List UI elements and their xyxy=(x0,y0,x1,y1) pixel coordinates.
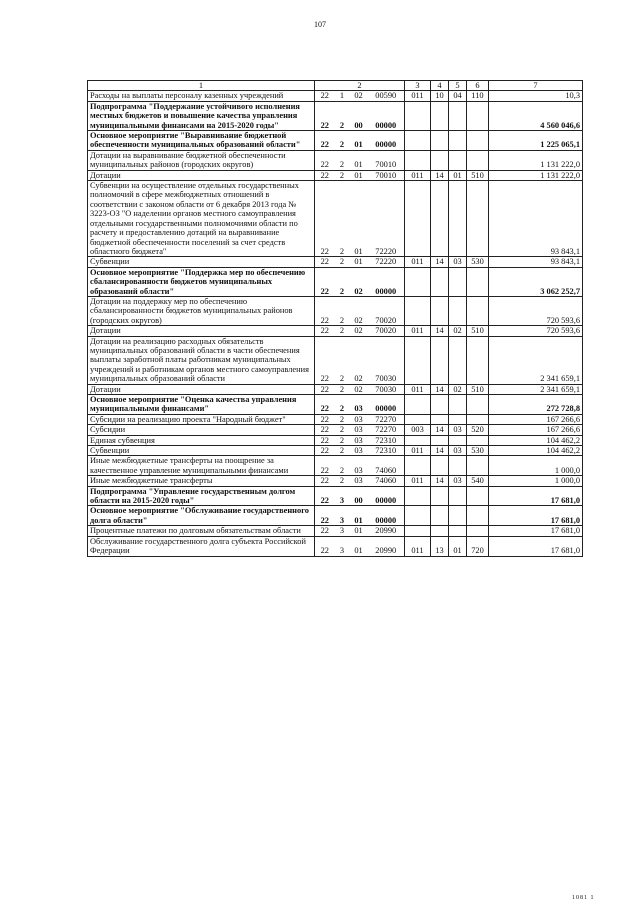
col-4-cell: 14 xyxy=(431,384,449,394)
budget-table xyxy=(87,80,583,557)
amount-cell: 1 000,0 xyxy=(489,456,583,476)
code-part-2-cell: 2 xyxy=(335,170,350,180)
table-row xyxy=(88,150,583,170)
header-col-2: 2 xyxy=(315,81,405,91)
col-6-cell xyxy=(467,395,489,415)
row-name-cell: Дотации на реализацию расходных обязательств муниципальных образований области в части обеспечения выплаты заработной платы работникам муниципальных учреждений и работникам органов местного самоуправления муниципальных образований области xyxy=(88,336,315,384)
code-part-1-cell: 22 xyxy=(315,131,335,151)
code-part-1-cell: 22 xyxy=(315,456,335,476)
code-part-2-cell: 2 xyxy=(335,435,350,445)
col-4-cell: 14 xyxy=(431,476,449,486)
col-5-cell xyxy=(449,395,467,415)
col-3-cell xyxy=(405,414,431,424)
col-3-cell xyxy=(405,456,431,476)
row-name-cell: Расходы на выплаты персоналу казенных учреждений xyxy=(88,91,315,101)
col-5-cell xyxy=(449,456,467,476)
code-part-4-cell: 00000 xyxy=(368,395,405,415)
col-6-cell xyxy=(467,267,489,296)
col-5-cell xyxy=(449,101,467,130)
amount-cell: 1 000,0 xyxy=(489,476,583,486)
footer-mark: 1081 1 xyxy=(572,895,595,901)
table-row xyxy=(88,296,583,325)
table-row xyxy=(88,326,583,336)
col-5-cell xyxy=(449,506,467,526)
code-part-4-cell: 00590 xyxy=(368,91,405,101)
row-name-cell: Подпрограмма "Поддержание устойчивого исполнения местных бюджетов и повышение качества управления муниципальными финансами на 2015-2020 годы" xyxy=(88,101,315,130)
row-name-cell: Единая субвенция xyxy=(88,435,315,445)
col-6-cell xyxy=(467,296,489,325)
amount-cell: 104 462,2 xyxy=(489,435,583,445)
code-part-3-cell: 01 xyxy=(350,181,368,257)
col-4-cell: 14 xyxy=(431,326,449,336)
col-6-cell: 510 xyxy=(467,170,489,180)
code-part-4-cell: 70010 xyxy=(368,150,405,170)
code-part-4-cell: 20990 xyxy=(368,536,405,556)
col-6-cell xyxy=(467,336,489,384)
code-part-3-cell: 01 xyxy=(350,526,368,536)
code-part-1-cell: 22 xyxy=(315,526,335,536)
col-5-cell: 03 xyxy=(449,257,467,267)
code-part-2-cell: 2 xyxy=(335,257,350,267)
amount-cell: 1 225 065,1 xyxy=(489,131,583,151)
code-part-4-cell: 72220 xyxy=(368,181,405,257)
code-part-2-cell: 2 xyxy=(335,476,350,486)
code-part-4-cell: 72270 xyxy=(368,414,405,424)
col-6-cell: 520 xyxy=(467,425,489,435)
code-part-4-cell: 72310 xyxy=(368,435,405,445)
code-part-2-cell: 2 xyxy=(335,150,350,170)
col-5-cell xyxy=(449,131,467,151)
col-3-cell xyxy=(405,336,431,384)
col-5-cell: 04 xyxy=(449,91,467,101)
row-name-cell: Субвенции xyxy=(88,446,315,456)
col-6-cell: 510 xyxy=(467,384,489,394)
code-part-3-cell: 00 xyxy=(350,101,368,130)
col-5-cell: 03 xyxy=(449,446,467,456)
col-3-cell: 011 xyxy=(405,257,431,267)
amount-cell: 720 593,6 xyxy=(489,326,583,336)
table-row xyxy=(88,91,583,101)
amount-cell: 2 341 659,1 xyxy=(489,384,583,394)
code-part-3-cell: 01 xyxy=(350,536,368,556)
col-3-cell xyxy=(405,486,431,506)
col-6-cell xyxy=(467,101,489,130)
col-3-cell xyxy=(405,267,431,296)
table-row xyxy=(88,257,583,267)
header-col-6: 6 xyxy=(467,81,489,91)
header-col-4: 4 xyxy=(431,81,449,91)
table-row xyxy=(88,486,583,506)
code-part-4-cell: 70020 xyxy=(368,326,405,336)
code-part-3-cell: 03 xyxy=(350,476,368,486)
code-part-3-cell: 02 xyxy=(350,336,368,384)
code-part-3-cell: 01 xyxy=(350,170,368,180)
row-name-cell: Дотации xyxy=(88,384,315,394)
code-part-3-cell: 03 xyxy=(350,425,368,435)
col-3-cell: 011 xyxy=(405,446,431,456)
col-5-cell xyxy=(449,414,467,424)
amount-cell: 3 062 252,7 xyxy=(489,267,583,296)
col-6-cell xyxy=(467,526,489,536)
col-5-cell: 02 xyxy=(449,326,467,336)
code-part-4-cell: 00000 xyxy=(368,131,405,151)
row-name-cell: Иные межбюджетные трансферты xyxy=(88,476,315,486)
code-part-4-cell: 70020 xyxy=(368,296,405,325)
table-row xyxy=(88,384,583,394)
col-6-cell: 530 xyxy=(467,446,489,456)
header-col-3: 3 xyxy=(405,81,431,91)
code-part-2-cell: 2 xyxy=(335,326,350,336)
code-part-1-cell: 22 xyxy=(315,486,335,506)
code-part-2-cell: 1 xyxy=(335,91,350,101)
col-4-cell xyxy=(431,414,449,424)
code-part-1-cell: 22 xyxy=(315,425,335,435)
col-3-cell: 011 xyxy=(405,384,431,394)
col-5-cell xyxy=(449,150,467,170)
col-6-cell xyxy=(467,435,489,445)
col-6-cell xyxy=(467,150,489,170)
col-6-cell xyxy=(467,506,489,526)
row-name-cell: Основное мероприятие "Обслуживание государственного долга области" xyxy=(88,506,315,526)
col-6-cell: 530 xyxy=(467,257,489,267)
amount-cell: 4 560 046,6 xyxy=(489,101,583,130)
amount-cell: 10,3 xyxy=(489,91,583,101)
col-4-cell xyxy=(431,526,449,536)
code-part-3-cell: 03 xyxy=(350,456,368,476)
header-col-7: 7 xyxy=(489,81,583,91)
row-name-cell: Основное мероприятие "Оценка качества управления муниципальными финансами" xyxy=(88,395,315,415)
amount-cell: 167 266,6 xyxy=(489,425,583,435)
col-3-cell xyxy=(405,101,431,130)
col-3-cell xyxy=(405,131,431,151)
table-row xyxy=(88,526,583,536)
amount-cell: 104 462,2 xyxy=(489,446,583,456)
col-3-cell xyxy=(405,181,431,257)
amount-cell: 720 593,6 xyxy=(489,296,583,325)
code-part-4-cell: 00000 xyxy=(368,486,405,506)
col-3-cell: 011 xyxy=(405,170,431,180)
col-3-cell xyxy=(405,506,431,526)
code-part-2-cell: 2 xyxy=(335,267,350,296)
code-part-4-cell: 74060 xyxy=(368,476,405,486)
code-part-2-cell: 3 xyxy=(335,506,350,526)
col-4-cell: 14 xyxy=(431,425,449,435)
code-part-1-cell: 22 xyxy=(315,181,335,257)
row-name-cell: Дотации на поддержку мер по обеспечению сбалансированности бюджетов муниципальных районов (городских округов) xyxy=(88,296,315,325)
code-part-3-cell: 03 xyxy=(350,435,368,445)
code-part-3-cell: 01 xyxy=(350,506,368,526)
code-part-3-cell: 02 xyxy=(350,326,368,336)
col-4-cell: 14 xyxy=(431,446,449,456)
code-part-1-cell: 22 xyxy=(315,395,335,415)
col-5-cell: 02 xyxy=(449,384,467,394)
code-part-1-cell: 22 xyxy=(315,267,335,296)
page-number: 107 xyxy=(314,20,326,29)
col-5-cell xyxy=(449,336,467,384)
amount-cell: 17 681,0 xyxy=(489,506,583,526)
col-6-cell: 720 xyxy=(467,536,489,556)
table-row xyxy=(88,336,583,384)
header-col-1: 1 xyxy=(88,81,315,91)
col-6-cell xyxy=(467,131,489,151)
code-part-4-cell: 20990 xyxy=(368,526,405,536)
code-part-2-cell: 2 xyxy=(335,414,350,424)
col-6-cell xyxy=(467,486,489,506)
col-3-cell xyxy=(405,395,431,415)
code-part-2-cell: 3 xyxy=(335,526,350,536)
row-name-cell: Дотации на выравнивание бюджетной обеспеченности муниципальных районов (городских округов) xyxy=(88,150,315,170)
code-part-1-cell: 22 xyxy=(315,296,335,325)
amount-cell: 17 681,0 xyxy=(489,486,583,506)
col-4-cell: 13 xyxy=(431,536,449,556)
amount-cell: 93 843,1 xyxy=(489,257,583,267)
code-part-3-cell: 01 xyxy=(350,150,368,170)
code-part-4-cell: 72220 xyxy=(368,257,405,267)
col-4-cell xyxy=(431,336,449,384)
amount-cell: 272 728,8 xyxy=(489,395,583,415)
row-name-cell: Субвенции xyxy=(88,257,315,267)
code-part-1-cell: 22 xyxy=(315,384,335,394)
row-name-cell: Процентные платежи по долговым обязательствам области xyxy=(88,526,315,536)
code-part-2-cell: 2 xyxy=(335,446,350,456)
row-name-cell: Субсидии на реализацию проекта "Народный бюджет" xyxy=(88,414,315,424)
col-4-cell xyxy=(431,456,449,476)
code-part-2-cell: 3 xyxy=(335,486,350,506)
col-6-cell xyxy=(467,456,489,476)
amount-cell: 93 843,1 xyxy=(489,181,583,257)
col-6-cell: 110 xyxy=(467,91,489,101)
row-name-cell: Обслуживание государственного долга субъекта Российской Федерации xyxy=(88,536,315,556)
code-part-2-cell: 2 xyxy=(335,336,350,384)
col-6-cell xyxy=(467,414,489,424)
col-4-cell xyxy=(431,486,449,506)
code-part-2-cell: 2 xyxy=(335,384,350,394)
code-part-4-cell: 72310 xyxy=(368,446,405,456)
code-part-3-cell: 02 xyxy=(350,384,368,394)
col-5-cell xyxy=(449,181,467,257)
amount-cell: 17 681,0 xyxy=(489,536,583,556)
col-3-cell xyxy=(405,435,431,445)
code-part-4-cell: 70030 xyxy=(368,384,405,394)
code-part-1-cell: 22 xyxy=(315,336,335,384)
code-part-1-cell: 22 xyxy=(315,435,335,445)
amount-cell: 167 266,6 xyxy=(489,414,583,424)
code-part-2-cell: 2 xyxy=(335,181,350,257)
col-3-cell xyxy=(405,296,431,325)
code-part-1-cell: 22 xyxy=(315,414,335,424)
code-part-2-cell: 2 xyxy=(335,425,350,435)
table-row xyxy=(88,476,583,486)
row-name-cell: Дотации xyxy=(88,170,315,180)
code-part-4-cell: 74060 xyxy=(368,456,405,476)
table-body xyxy=(88,81,583,557)
row-name-cell: Субсидии xyxy=(88,425,315,435)
row-name-cell: Дотации xyxy=(88,326,315,336)
table-row xyxy=(88,456,583,476)
code-part-2-cell: 2 xyxy=(335,101,350,130)
table-row xyxy=(88,435,583,445)
code-part-3-cell: 02 xyxy=(350,296,368,325)
table-row xyxy=(88,101,583,130)
col-4-cell xyxy=(431,101,449,130)
col-4-cell xyxy=(431,395,449,415)
code-part-1-cell: 22 xyxy=(315,446,335,456)
col-4-cell xyxy=(431,296,449,325)
code-part-3-cell: 03 xyxy=(350,414,368,424)
col-3-cell: 011 xyxy=(405,536,431,556)
code-part-3-cell: 03 xyxy=(350,446,368,456)
col-6-cell xyxy=(467,181,489,257)
code-part-1-cell: 22 xyxy=(315,536,335,556)
code-part-2-cell: 2 xyxy=(335,296,350,325)
code-part-3-cell: 00 xyxy=(350,486,368,506)
row-name-cell: Основное мероприятие "Выравнивание бюджетной обеспеченности муниципальных образований области" xyxy=(88,131,315,151)
code-part-1-cell: 22 xyxy=(315,476,335,486)
code-part-2-cell: 2 xyxy=(335,456,350,476)
code-part-1-cell: 22 xyxy=(315,150,335,170)
col-6-cell: 540 xyxy=(467,476,489,486)
col-5-cell: 03 xyxy=(449,425,467,435)
col-5-cell xyxy=(449,296,467,325)
col-3-cell: 003 xyxy=(405,425,431,435)
table-row xyxy=(88,414,583,424)
code-part-4-cell: 72270 xyxy=(368,425,405,435)
col-4-cell: 14 xyxy=(431,170,449,180)
code-part-3-cell: 02 xyxy=(350,91,368,101)
table-row xyxy=(88,170,583,180)
row-name-cell: Субвенции на осуществление отдельных государственных полномочий в сфере межбюджетных отношений в соответствии с законом области от 6 декабря 2013 года № 3223-ОЗ "О наделении органов местного самоуправления отдельными государственными полномочиями области по расчету и предоставлению дотаций на выравнивание бюджетной обеспеченности поселений за счет средств областного бюджета" xyxy=(88,181,315,257)
code-part-4-cell: 00000 xyxy=(368,506,405,526)
col-4-cell xyxy=(431,267,449,296)
table-row xyxy=(88,131,583,151)
code-part-2-cell: 3 xyxy=(335,536,350,556)
code-part-4-cell: 00000 xyxy=(368,101,405,130)
col-6-cell: 510 xyxy=(467,326,489,336)
code-part-2-cell: 2 xyxy=(335,395,350,415)
code-part-1-cell: 22 xyxy=(315,257,335,267)
code-part-2-cell: 2 xyxy=(335,131,350,151)
table-row xyxy=(88,395,583,415)
code-part-1-cell: 22 xyxy=(315,101,335,130)
col-3-cell xyxy=(405,150,431,170)
code-part-4-cell: 00000 xyxy=(368,267,405,296)
code-part-3-cell: 01 xyxy=(350,257,368,267)
table-row xyxy=(88,506,583,526)
col-5-cell xyxy=(449,267,467,296)
table-row xyxy=(88,181,583,257)
row-name-cell: Иные межбюджетные трансферты на поощрение за качественное управление муниципальными финансами xyxy=(88,456,315,476)
col-4-cell xyxy=(431,506,449,526)
code-part-3-cell: 01 xyxy=(350,131,368,151)
table-row xyxy=(88,536,583,556)
table-row xyxy=(88,446,583,456)
amount-cell: 1 131 222,0 xyxy=(489,150,583,170)
amount-cell: 17 681,0 xyxy=(489,526,583,536)
col-4-cell xyxy=(431,131,449,151)
col-4-cell xyxy=(431,150,449,170)
col-5-cell xyxy=(449,486,467,506)
col-5-cell: 01 xyxy=(449,536,467,556)
code-part-1-cell: 22 xyxy=(315,506,335,526)
code-part-4-cell: 70010 xyxy=(368,170,405,180)
col-4-cell xyxy=(431,181,449,257)
col-4-cell xyxy=(431,435,449,445)
code-part-4-cell: 70030 xyxy=(368,336,405,384)
col-3-cell xyxy=(405,526,431,536)
col-3-cell: 011 xyxy=(405,326,431,336)
table-header-row xyxy=(88,81,583,91)
col-3-cell: 011 xyxy=(405,91,431,101)
code-part-3-cell: 02 xyxy=(350,267,368,296)
table-row xyxy=(88,425,583,435)
row-name-cell: Подпрограмма "Управление государственным долгом области на 2015-2020 годы" xyxy=(88,486,315,506)
amount-cell: 1 131 222,0 xyxy=(489,170,583,180)
col-3-cell: 011 xyxy=(405,476,431,486)
code-part-1-cell: 22 xyxy=(315,91,335,101)
col-5-cell: 01 xyxy=(449,170,467,180)
col-4-cell: 14 xyxy=(431,257,449,267)
row-name-cell: Основное мероприятие "Поддержка мер по обеспечению сбалансированности бюджетов муниципальных образований области" xyxy=(88,267,315,296)
col-5-cell xyxy=(449,435,467,445)
amount-cell: 2 341 659,1 xyxy=(489,336,583,384)
code-part-3-cell: 03 xyxy=(350,395,368,415)
code-part-1-cell: 22 xyxy=(315,170,335,180)
header-col-5: 5 xyxy=(449,81,467,91)
code-part-1-cell: 22 xyxy=(315,326,335,336)
col-5-cell: 03 xyxy=(449,476,467,486)
col-5-cell xyxy=(449,526,467,536)
table-row xyxy=(88,267,583,296)
col-4-cell: 10 xyxy=(431,91,449,101)
